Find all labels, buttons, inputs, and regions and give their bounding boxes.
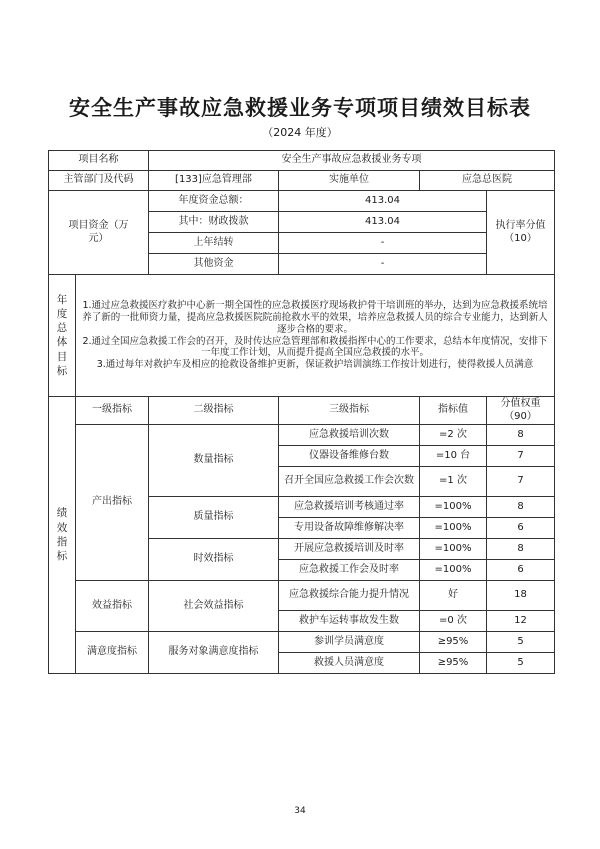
- benefit-label: 效益指标: [76, 581, 149, 632]
- indicator-name: 应急救援综合能力提升情况: [279, 581, 420, 611]
- project-name-value: 安全生产事故应急救援业务专项: [149, 151, 555, 171]
- indicator-name: 救护车运转事故发生数: [279, 611, 420, 632]
- indicator-weight: 8: [487, 539, 555, 560]
- project-name-row: [49, 151, 555, 171]
- project-name-label: 项目名称: [49, 151, 149, 171]
- header-weight-text: 分值权重（90）: [500, 398, 541, 422]
- funds-label-text: 项目资金（万元）: [68, 220, 129, 244]
- dept-row: [49, 171, 555, 191]
- year-subtitle: （2024 年度）: [262, 126, 338, 139]
- header-level2: 二级指标: [149, 397, 279, 425]
- indicator-name: 召开全国应急救援工作会次数: [279, 467, 420, 497]
- indicator-weight: 5: [487, 632, 555, 653]
- dept-label: 主管部门及代码: [49, 171, 149, 191]
- exec-rate-text: 执行率分值（10）: [495, 220, 546, 244]
- quantity-label: 数量指标: [149, 425, 279, 497]
- indicator-value: 好: [420, 581, 487, 611]
- header-level3: 三级指标: [279, 397, 420, 425]
- indicator-row: [49, 632, 555, 653]
- funds-row-value: -: [279, 233, 487, 254]
- funds-row-label: 上年结转: [149, 233, 279, 254]
- funds-row-label: 其他资金: [149, 254, 279, 275]
- indicator-weight: 5: [487, 653, 555, 674]
- indicator-weight: 7: [487, 467, 555, 497]
- indicator-value: =100%: [420, 539, 487, 560]
- goal-item: 2.通过全国应急救援工作会的召开，及时传达应急管理部和救援指挥中心的工作要求，总结本年度情况，安排下一年度工作计划，从而提升提高全国应急救援的水平。: [82, 335, 548, 359]
- funds-row-value: 413.04: [279, 191, 487, 212]
- timeliness-label: 时效指标: [149, 539, 279, 581]
- indicator-name: 应急救援培训考核通过率: [279, 497, 420, 518]
- performance-label-text: 绩效指标: [56, 507, 68, 562]
- indicator-weight: 18: [487, 581, 555, 611]
- annual-goals-label: [49, 275, 76, 397]
- indicator-value: ≥95%: [420, 632, 487, 653]
- unit-label: 实施单位: [279, 171, 420, 191]
- indicator-value: =0 次: [420, 611, 487, 632]
- indicator-value: =2 次: [420, 425, 487, 446]
- quality-label: 质量指标: [149, 497, 279, 539]
- indicator-value: =100%: [420, 518, 487, 539]
- goal-item: 3.通过每年对救护车及相应的抢救设备维护更新，保证救护培训演练工作按计划进行，使得救援人员满意: [96, 359, 534, 371]
- header-weight: [487, 397, 555, 425]
- satisfaction-label: 满意度指标: [76, 632, 149, 674]
- funds-row-value: 413.04: [279, 212, 487, 233]
- header-level1: 一级指标: [76, 397, 149, 425]
- indicator-name: 应急救援工作会及时率: [279, 560, 420, 581]
- indicator-name: 参训学员满意度: [279, 632, 420, 653]
- indicator-value: =100%: [420, 560, 487, 581]
- unit-value: 应急总医院: [420, 171, 555, 191]
- funds-row-label: 年度资金总额：: [149, 191, 279, 212]
- indicator-name: 专用设备故障维修解决率: [279, 518, 420, 539]
- benefit-sub-label: 社会效益指标: [149, 581, 279, 632]
- indicator-weight: 6: [487, 518, 555, 539]
- indicator-name: 应急救援培训次数: [279, 425, 420, 446]
- indicator-weight: 6: [487, 560, 555, 581]
- exec-rate-cell: [487, 191, 555, 275]
- indicator-name: 救援人员满意度: [279, 653, 420, 674]
- annual-goals-row: [49, 275, 555, 397]
- performance-label: [49, 397, 76, 674]
- performance-table: [48, 150, 555, 674]
- output-label: 产出指标: [76, 425, 149, 581]
- page-title: 安全生产事故应急救援业务专项项目绩效目标表: [69, 96, 531, 120]
- indicator-name: 开展应急救援培训及时率: [279, 539, 420, 560]
- annual-goals-content: [76, 275, 555, 397]
- goal-item: 1.通过应急救援医疗救护中心新一期全国性的应急救援医疗现场救护骨干培训班的举办，达到为应急救援系统培养了新的一批师资力量，提高应急救援医院院前抢救水平的效果，培养应急救援人员的综合专业能力，达到新人逐步合格的要求。: [82, 299, 548, 335]
- indicator-row: [49, 581, 555, 611]
- indicator-value: ≥95%: [420, 653, 487, 674]
- indicator-value: =10 台: [420, 446, 487, 467]
- header-value: 指标值: [420, 397, 487, 425]
- indicator-weight: 8: [487, 497, 555, 518]
- indicator-weight: 7: [487, 446, 555, 467]
- annual-goals-label-text: 年度总体目标: [56, 293, 68, 377]
- funds-row-label: 其中：财政拨款: [149, 212, 279, 233]
- funds-row: [49, 191, 555, 212]
- indicator-name: 仪器设备维修台数: [279, 446, 420, 467]
- indicator-weight: 12: [487, 611, 555, 632]
- indicator-row: [49, 425, 555, 446]
- indicator-weight: 8: [487, 425, 555, 446]
- page-number: 34: [294, 806, 306, 816]
- indicator-header-row: [49, 397, 555, 425]
- funds-label: [49, 191, 149, 275]
- indicator-value: =100%: [420, 497, 487, 518]
- satisfaction-sub-label: 服务对象满意度指标: [149, 632, 279, 674]
- funds-row-value: -: [279, 254, 487, 275]
- dept-value: [133]应急管理部: [149, 171, 279, 191]
- indicator-value: =1 次: [420, 467, 487, 497]
